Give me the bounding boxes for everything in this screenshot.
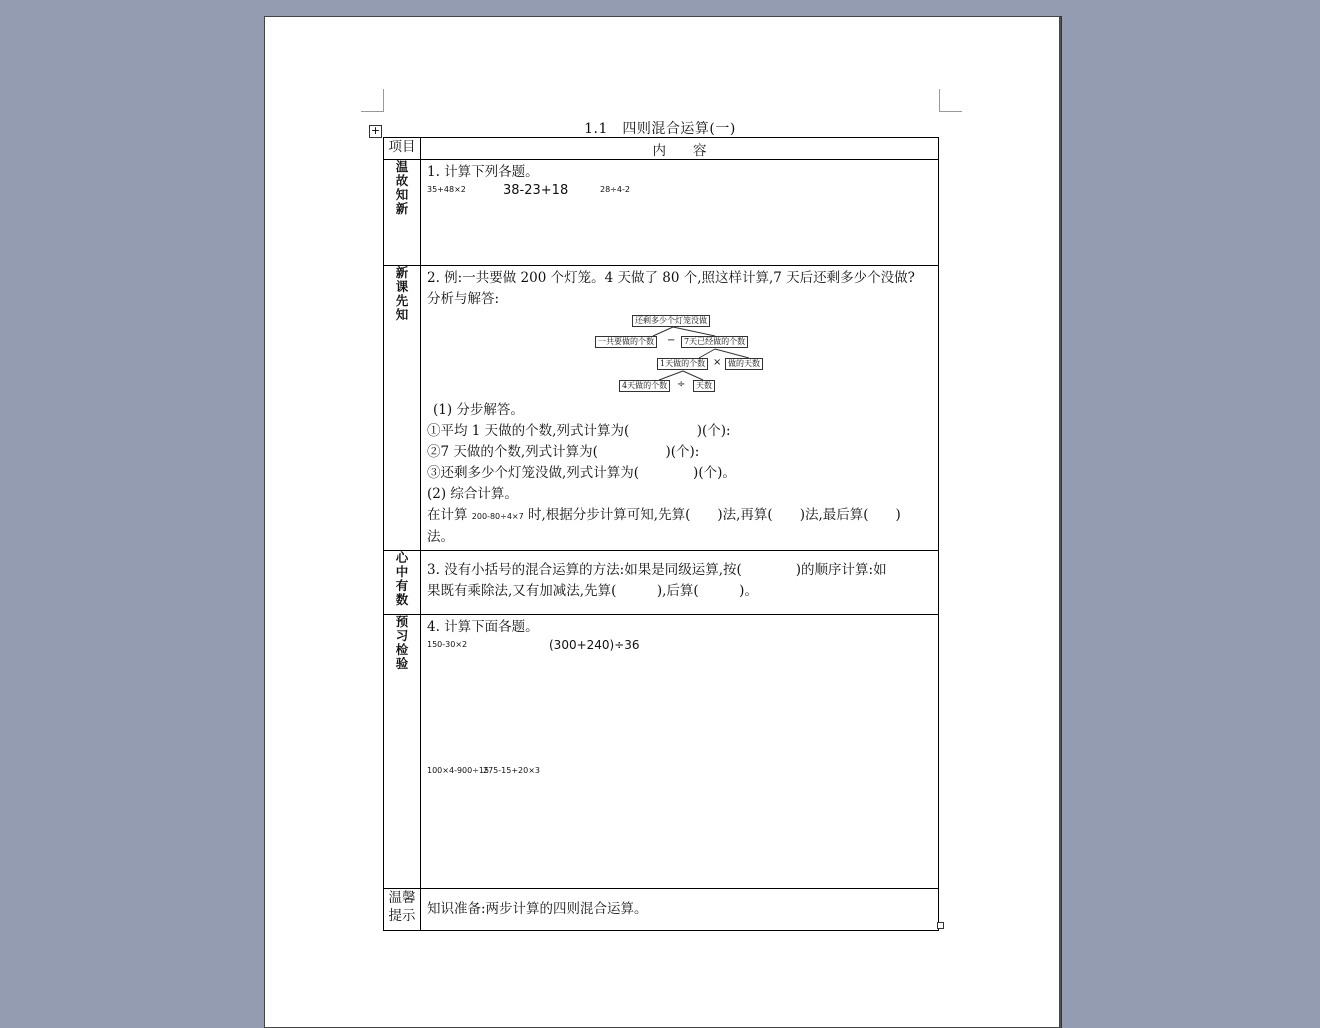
step-1: ①平均 1 天做的个数,列式计算为( )(个):	[427, 423, 731, 439]
new-label-char: 先	[395, 293, 409, 308]
step-2: ②7 天做的个数,列式计算为( )(个):	[427, 444, 700, 460]
mind-label-char: 数	[395, 592, 409, 607]
new-label-char: 新	[395, 265, 409, 280]
step-4	[427, 505, 932, 527]
new-content-cell[interactable]	[421, 266, 939, 551]
tip-content-cell[interactable]	[421, 889, 939, 931]
step-3: ③还剩多少个灯笼没做,列式计算为( )(个)。	[427, 465, 736, 481]
table-resize-handle[interactable]	[937, 922, 944, 929]
question-3-line-1: 3. 没有小括号的混合运算的方法:如果是同级运算,按( )的顺序计算:如	[427, 562, 887, 578]
mind-content-cell[interactable]	[421, 551, 939, 615]
question-2: 2. 例:一共要做 200 个灯笼。4 天做了 80 个,照这样计算,7 天后还剩多少个没做?	[427, 270, 915, 286]
diagram-days-box: 天数	[693, 380, 715, 392]
question-4: 4. 计算下面各题。	[427, 619, 539, 635]
diagram-mid-box: 7天已经做的个数	[681, 336, 748, 348]
diagram-minus: −	[667, 335, 676, 346]
diagram-days-done-box: 做的天数	[725, 358, 763, 370]
step-4-expr: 200-80÷4×7	[471, 512, 524, 521]
header-item-cell	[384, 138, 421, 160]
review-label-char: 温	[395, 159, 409, 174]
tip-text: 知识准备:两步计算的四则混合运算。	[427, 901, 648, 917]
diagram-top-box: 还剩多少个灯笼没做	[632, 315, 710, 327]
new-label-cell	[384, 266, 421, 551]
question-3-line-2: 果既有乘除法,又有加减法,先算( ),后算( )。	[427, 583, 758, 599]
header-content-label: 内 容	[652, 142, 707, 159]
header-content-cell	[421, 138, 939, 160]
check-label-char: 习	[395, 628, 409, 643]
check-label-char: 预	[395, 614, 409, 629]
tip-label-line: 温馨	[388, 890, 416, 906]
document-page	[264, 16, 1060, 1028]
diagram-four-days-box: 4天做的个数	[619, 380, 670, 392]
page-title: 1.1 四则混合运算(一)	[584, 121, 736, 137]
review-label-char: 新	[395, 201, 409, 216]
check-expr-1: 150-30×2	[427, 640, 468, 649]
analysis-diagram	[427, 312, 932, 396]
margin-corner-top-left	[361, 89, 384, 112]
diagram-times: ×	[713, 357, 722, 368]
table-move-handle-icon[interactable]: +	[370, 124, 381, 137]
check-expr-3: 100×4-900÷15	[427, 766, 490, 775]
review-label-char: 故	[395, 173, 409, 188]
margin-corner-top-right	[939, 89, 962, 112]
review-expr-1: 35+48×2	[427, 185, 466, 194]
step-4-post: 时,根据分步计算可知,先算( )法,再算( )法,最后算( )	[528, 507, 901, 523]
review-label-char: 知	[395, 187, 409, 202]
review-label-cell	[384, 160, 421, 266]
check-label-char: 验	[395, 656, 409, 671]
new-label-char: 知	[395, 307, 409, 322]
question-1: 1. 计算下列各题。	[427, 164, 539, 180]
tip-label-cell	[384, 889, 421, 931]
lesson-table	[383, 137, 939, 931]
tip-label-line: 提示	[388, 908, 416, 924]
mind-label-char: 有	[395, 578, 409, 593]
check-content-cell[interactable]	[421, 615, 939, 889]
review-expr-2: 38-23+18	[503, 183, 569, 198]
check-expr-2: (300+240)÷36	[549, 638, 640, 652]
review-content-cell[interactable]	[421, 160, 939, 266]
analysis-label: 分析与解答:	[427, 291, 500, 307]
mind-label-char: 心	[395, 550, 409, 565]
step-4-end: 法。	[427, 529, 454, 545]
step-4-pre: 在计算	[427, 507, 468, 523]
new-label-char: 课	[395, 279, 409, 294]
check-label-char: 检	[395, 642, 409, 657]
sub-question-2: (2) 综合计算。	[427, 486, 518, 502]
diagram-per-day-box: 1天做的个数	[657, 358, 708, 370]
diagram-div: ÷	[677, 379, 686, 390]
diagram-left-box: 一共要做的个数	[595, 336, 657, 348]
mind-label-cell	[384, 551, 421, 615]
review-expr-3: 28÷4-2	[600, 185, 630, 194]
header-item-label: 项目	[388, 139, 416, 155]
sub-question-1: (1) 分步解答。	[433, 402, 524, 418]
check-label-cell	[384, 615, 421, 889]
mind-label-char: 中	[395, 564, 409, 579]
check-expr-4: 275-15+20×3	[483, 766, 541, 775]
